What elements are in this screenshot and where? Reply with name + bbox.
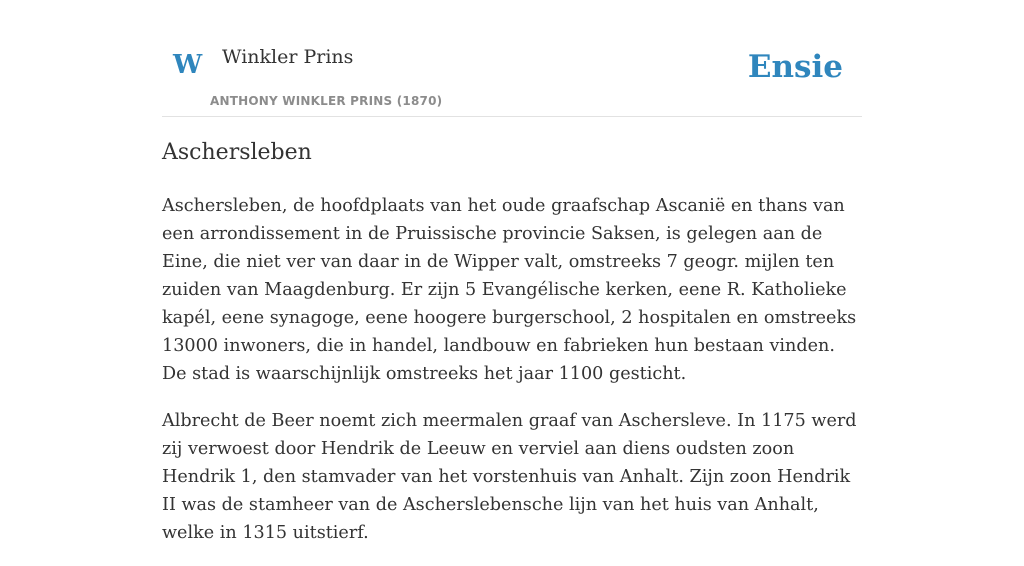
- ensie-logo-link[interactable]: Ensie: [747, 49, 843, 85]
- source-title-link[interactable]: Winkler Prins: [222, 46, 354, 68]
- article-paragraph: Albrecht de Beer noemt zich meermalen graaf van Aschersleve. In 1175 werd zij verwoest door Hendrik de Leeuw en verviel aan diens oudsten zoon Hendrik 1, den stamvader van het vorstenhuis van Anhalt. Zijn zoon Hendrik II was de stamheer van de Ascherslebensche lijn van het huis van Anhalt, welke in 1315 uitstierf.: [162, 411, 857, 543]
- page: [162, 0, 862, 543]
- site-header: [162, 0, 862, 117]
- article-body: [162, 192, 862, 566]
- article-paragraph: Aschersleben, de hoofdplaats van het oude graafschap Ascanië en thans van een arrondissement in de Pruissische provincie Saksen, is gelegen aan de Eine, die niet ver van daar in de Wipper valt, omstreeks 7 geogr. mijlen ten zuiden van Maagdenburg. Er zijn 5 Evangélische kerken, eene R. Katholieke kapél, eene synagoge, eene hoogere burgerschool, 2 hospitalen en omstreeks 13000 inwoners, die in handel, landbouw en fabrieken hun bestaan vinden. De stad is waarschijnlijk omstreeks het jaar 1100 gesticht.: [162, 196, 857, 384]
- source-author: ANTHONY WINKLER PRINS (1870): [210, 94, 443, 108]
- source-logo[interactable]: W: [173, 50, 203, 80]
- article-title: Aschersleben: [162, 140, 312, 165]
